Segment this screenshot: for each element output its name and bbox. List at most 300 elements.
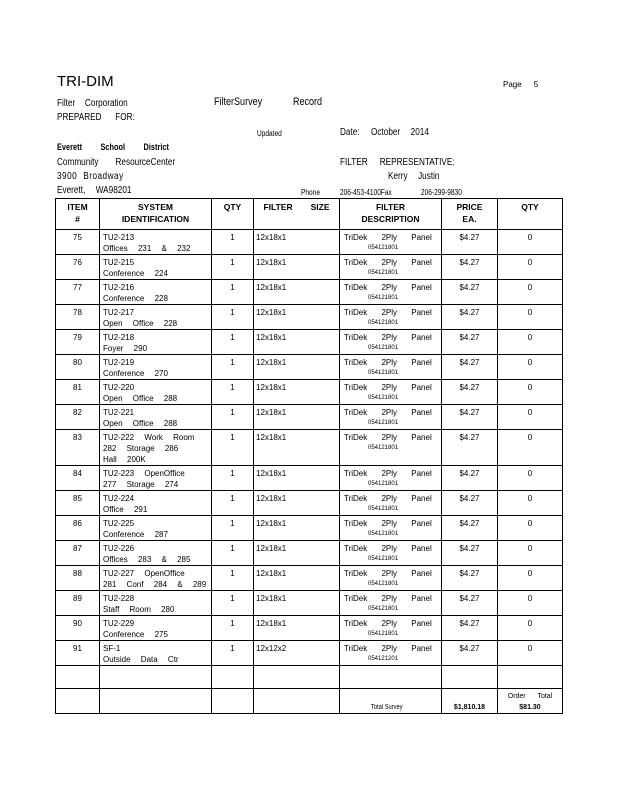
order-qty: 0 — [527, 333, 533, 342]
qty-value: 1 — [230, 258, 235, 267]
filter-size-cell — [254, 591, 340, 616]
filter-size: 12x18x1 — [256, 308, 287, 317]
item-number-cell — [56, 355, 100, 380]
qty-cell — [212, 641, 254, 666]
company-name: TRI-DIM — [57, 73, 114, 90]
qty-value: 1 — [230, 333, 235, 342]
order-qty: 0 — [527, 383, 533, 392]
filter-size: 12x18x1 — [256, 619, 287, 628]
system-id-line: TU2-228 — [103, 594, 135, 603]
filter-description-cell — [340, 566, 442, 591]
filter-description: TriDek 2Ply Panel — [344, 283, 432, 292]
system-id-line: Staff Room 280 — [103, 605, 175, 614]
qty-cell — [212, 230, 254, 255]
filter-description-cell — [340, 516, 442, 541]
filter-description: TriDek 2Ply Panel — [344, 258, 432, 267]
part-number: 054121801 — [368, 345, 399, 351]
filter-description: TriDek 2Ply Panel — [344, 469, 432, 478]
filter-description-cell — [340, 491, 442, 516]
table-row-blank — [56, 666, 563, 689]
filter-size-cell — [254, 380, 340, 405]
system-id-line: 277 Storage 274 — [103, 480, 179, 489]
price-each: $4.27 — [459, 408, 480, 417]
table-header-row — [56, 199, 563, 230]
qty-cell — [212, 491, 254, 516]
order-qty-cell — [498, 566, 563, 591]
order-qty-cell — [498, 280, 563, 305]
price-cell — [442, 305, 498, 330]
part-number: 054121801 — [368, 445, 399, 451]
item-number: 76 — [73, 258, 82, 267]
order-qty: 0 — [527, 469, 533, 478]
filter-description: TriDek 2Ply Panel — [344, 519, 432, 528]
order-qty: 0 — [527, 644, 533, 653]
item-number: 80 — [73, 358, 82, 367]
document-title-record: Record — [293, 96, 323, 108]
system-id-line: TU2-216 — [103, 283, 135, 292]
item-number: 91 — [73, 644, 82, 653]
column-header-price: PRICE EA. — [442, 199, 498, 230]
system-id-line: Conference 224 — [103, 269, 168, 278]
system-id-line: Hall 200K — [103, 455, 146, 464]
price-cell — [442, 405, 498, 430]
system-id-cell — [100, 355, 212, 380]
filter-description: TriDek 2Ply Panel — [344, 383, 432, 392]
total-survey-label: Total Survey — [371, 704, 403, 711]
rep-name: Kerry Justin — [388, 171, 440, 182]
filter-size: 12x12x2 — [256, 644, 287, 653]
item-number-cell — [56, 616, 100, 641]
item-number-cell — [56, 491, 100, 516]
part-number: 054121801 — [368, 556, 399, 562]
system-id-line: Office 291 — [103, 505, 148, 514]
filter-description-cell — [340, 305, 442, 330]
price-each: $4.27 — [459, 333, 480, 342]
filter-description-cell — [340, 355, 442, 380]
column-header-qty: QTY — [212, 199, 254, 230]
order-qty: 0 — [527, 594, 533, 603]
order-qty-cell — [498, 230, 563, 255]
price-each: $4.27 — [459, 619, 480, 628]
system-id-line: Open Office 228 — [103, 319, 178, 328]
order-qty-cell — [498, 330, 563, 355]
filter-size-cell — [254, 516, 340, 541]
system-id-line: Open Office 288 — [103, 419, 178, 428]
item-number: 88 — [73, 569, 82, 578]
order-qty: 0 — [527, 233, 533, 242]
filter-description-cell — [340, 330, 442, 355]
system-id-line: TU2-224 — [103, 494, 135, 503]
price-each: $4.27 — [459, 383, 480, 392]
system-id-line: TU2-221 — [103, 408, 135, 417]
filter-size: 12x18x1 — [256, 544, 287, 553]
filter-description: TriDek 2Ply Panel — [344, 594, 432, 603]
system-id-line: Open Office 288 — [103, 394, 178, 403]
filter-description: TriDek 2Ply Panel — [344, 544, 432, 553]
system-id-cell — [100, 616, 212, 641]
filter-size: 12x18x1 — [256, 494, 287, 503]
filter-size: 12x18x1 — [256, 233, 287, 242]
item-number: 75 — [73, 233, 82, 242]
filter-description-cell — [340, 466, 442, 491]
price-cell — [442, 430, 498, 466]
client-building: Community ResourceCenter — [57, 157, 176, 168]
filter-description-cell — [340, 255, 442, 280]
column-header-filter-size: FILTER SIZE — [254, 199, 340, 230]
qty-cell — [212, 516, 254, 541]
item-number: 84 — [73, 469, 82, 478]
filter-description-cell — [340, 280, 442, 305]
order-total-label: Order Total — [507, 693, 553, 700]
item-number: 83 — [73, 433, 82, 442]
system-id-line: SF-1 — [103, 644, 121, 653]
qty-value: 1 — [230, 383, 235, 392]
system-id-cell — [100, 280, 212, 305]
table-row — [56, 380, 563, 405]
filter-description-cell — [340, 380, 442, 405]
order-qty: 0 — [527, 358, 533, 367]
filter-description-cell — [340, 541, 442, 566]
qty-value: 1 — [230, 519, 235, 528]
system-id-line: TU2-226 — [103, 544, 135, 553]
system-id-line: TU2-218 — [103, 333, 135, 342]
filter-size-cell — [254, 641, 340, 666]
qty-cell — [212, 541, 254, 566]
qty-cell — [212, 566, 254, 591]
system-id-line: TU2-229 — [103, 619, 135, 628]
total-survey-value: $1,810.18 — [453, 704, 486, 711]
qty-value: 1 — [230, 569, 235, 578]
system-id-cell — [100, 641, 212, 666]
table-row — [56, 541, 563, 566]
system-id-line: TU2-225 — [103, 519, 135, 528]
system-id-line: Offices 283 & 285 — [103, 555, 191, 564]
table-row — [56, 255, 563, 280]
item-number-cell — [56, 541, 100, 566]
order-qty-cell — [498, 616, 563, 641]
filter-description: TriDek 2Ply Panel — [344, 569, 432, 578]
item-number-cell — [56, 380, 100, 405]
phone-value: 206-453-4100Fax — [340, 188, 392, 197]
filter-size-cell — [254, 330, 340, 355]
filter-description-cell — [340, 230, 442, 255]
qty-cell — [212, 305, 254, 330]
filter-description: TriDek 2Ply Panel — [344, 644, 432, 653]
filter-size: 12x18x1 — [256, 283, 287, 292]
fax-value: 206-299-9830 — [421, 188, 462, 197]
price-cell — [442, 466, 498, 491]
part-number: 054121201 — [368, 656, 399, 662]
document-title: FilterSurvey — [214, 96, 263, 108]
order-qty-cell — [498, 641, 563, 666]
item-number-cell — [56, 405, 100, 430]
table-row — [56, 280, 563, 305]
item-number: 82 — [73, 408, 82, 417]
filter-size-cell — [254, 466, 340, 491]
column-header-qty-order: QTY — [498, 199, 563, 230]
system-id-cell — [100, 591, 212, 616]
filter-size: 12x18x1 — [256, 469, 287, 478]
qty-value: 1 — [230, 233, 235, 242]
client-district: Everett School District — [57, 142, 169, 152]
order-qty-cell — [498, 255, 563, 280]
company-subtitle: Filter Corporation — [57, 98, 128, 109]
filter-size: 12x18x1 — [256, 594, 287, 603]
system-id-line: TU2-219 — [103, 358, 135, 367]
system-id-line: Conference 287 — [103, 530, 168, 539]
item-number: 87 — [73, 544, 82, 553]
part-number: 054121801 — [368, 270, 399, 276]
part-number: 054121801 — [368, 631, 399, 637]
price-each: $4.27 — [459, 594, 480, 603]
item-number-cell — [56, 305, 100, 330]
price-each: $4.27 — [459, 544, 480, 553]
price-cell — [442, 616, 498, 641]
item-number: 89 — [73, 594, 82, 603]
price-each: $4.27 — [459, 494, 480, 503]
item-number: 90 — [73, 619, 82, 628]
order-qty-cell — [498, 355, 563, 380]
table-row — [56, 330, 563, 355]
filter-size: 12x18x1 — [256, 408, 287, 417]
qty-value: 1 — [230, 594, 235, 603]
filter-size-cell — [254, 430, 340, 466]
table-row — [56, 516, 563, 541]
table-row — [56, 305, 563, 330]
price-cell — [442, 230, 498, 255]
qty-value: 1 — [230, 544, 235, 553]
system-id-line: Conference 228 — [103, 294, 168, 303]
table-row — [56, 355, 563, 380]
part-number: 054121801 — [368, 395, 399, 401]
table-row — [56, 491, 563, 516]
part-number: 054121801 — [368, 581, 399, 587]
price-cell — [442, 380, 498, 405]
price-cell — [442, 491, 498, 516]
qty-value: 1 — [230, 408, 235, 417]
qty-value: 1 — [230, 358, 235, 367]
part-number: 054121801 — [368, 606, 399, 612]
price-cell — [442, 280, 498, 305]
order-qty: 0 — [527, 569, 533, 578]
system-id-cell — [100, 230, 212, 255]
price-cell — [442, 330, 498, 355]
qty-cell — [212, 380, 254, 405]
part-number: 054121801 — [368, 295, 399, 301]
filter-size: 12x18x1 — [256, 358, 287, 367]
order-qty-cell — [498, 591, 563, 616]
filter-size-cell — [254, 405, 340, 430]
filter-size: 12x18x1 — [256, 258, 287, 267]
qty-value: 1 — [230, 469, 235, 478]
table-row-total — [56, 689, 563, 714]
prepared-for-label: PREPARED FOR: — [57, 112, 135, 123]
filter-description: TriDek 2Ply Panel — [344, 333, 432, 342]
price-each: $4.27 — [459, 258, 480, 267]
filter-description-cell — [340, 616, 442, 641]
filter-size-cell — [254, 616, 340, 641]
filter-survey-table — [55, 198, 563, 714]
part-number: 054121801 — [368, 481, 399, 487]
filter-size-cell — [254, 305, 340, 330]
order-qty-cell — [498, 305, 563, 330]
table-body — [56, 230, 563, 666]
system-id-cell — [100, 380, 212, 405]
item-number-cell — [56, 516, 100, 541]
order-qty: 0 — [527, 494, 533, 503]
system-id-cell — [100, 491, 212, 516]
system-id-line: TU2-222 Work Room — [103, 433, 195, 442]
page-label-text: Page — [503, 80, 522, 89]
system-id-line: TU2-215 — [103, 258, 135, 267]
item-number-cell — [56, 255, 100, 280]
qty-cell — [212, 355, 254, 380]
item-number-cell — [56, 591, 100, 616]
system-id-line: TU2-227 OpenOffice — [103, 569, 185, 578]
item-number-cell — [56, 466, 100, 491]
client-street: 3900 Broadway — [57, 171, 124, 182]
filter-description-cell — [340, 591, 442, 616]
qty-value: 1 — [230, 619, 235, 628]
page-number: 5 — [533, 80, 539, 89]
filter-size: 12x18x1 — [256, 569, 287, 578]
system-id-line: Offices 231 & 232 — [103, 244, 191, 253]
qty-cell — [212, 591, 254, 616]
part-number: 054121801 — [368, 245, 399, 251]
price-cell — [442, 255, 498, 280]
system-id-line: Foyer 290 — [103, 344, 148, 353]
item-number-cell — [56, 230, 100, 255]
table-row — [56, 566, 563, 591]
price-cell — [442, 591, 498, 616]
item-number-cell — [56, 280, 100, 305]
page-label — [503, 80, 538, 89]
system-id-cell — [100, 255, 212, 280]
price-each: $4.27 — [459, 644, 480, 653]
table-row — [56, 430, 563, 466]
order-qty-cell — [498, 541, 563, 566]
system-id-cell — [100, 516, 212, 541]
qty-cell — [212, 330, 254, 355]
order-qty: 0 — [527, 308, 533, 317]
price-each: $4.27 — [459, 433, 480, 442]
filter-size: 12x18x1 — [256, 519, 287, 528]
item-number: 77 — [73, 283, 82, 292]
filter-size-cell — [254, 230, 340, 255]
item-number: 81 — [73, 383, 82, 392]
date-value: October 2014 — [371, 127, 429, 138]
price-each: $4.27 — [459, 569, 480, 578]
filter-size-cell — [254, 541, 340, 566]
item-number: 78 — [73, 308, 82, 317]
filter-size-cell — [254, 566, 340, 591]
filter-description: TriDek 2Ply Panel — [344, 433, 432, 442]
filter-size-cell — [254, 255, 340, 280]
order-qty: 0 — [527, 258, 533, 267]
price-cell — [442, 355, 498, 380]
order-qty-cell — [498, 516, 563, 541]
filter-description: TriDek 2Ply Panel — [344, 408, 432, 417]
filter-size: 12x18x1 — [256, 383, 287, 392]
column-header-description: FILTER DESCRIPTION — [340, 199, 442, 230]
price-cell — [442, 566, 498, 591]
item-number-cell — [56, 430, 100, 466]
system-id-line: 281 Conf 284 & 289 — [103, 580, 207, 589]
part-number: 054121801 — [368, 506, 399, 512]
column-header-system: SYSTEM IDENTIFICATION — [100, 199, 212, 230]
price-cell — [442, 516, 498, 541]
price-each: $4.27 — [459, 519, 480, 528]
system-id-cell — [100, 305, 212, 330]
order-qty-cell — [498, 430, 563, 466]
order-qty-cell — [498, 491, 563, 516]
part-number: 054121801 — [368, 531, 399, 537]
system-id-line: TU2-220 — [103, 383, 135, 392]
table-row — [56, 466, 563, 491]
system-id-cell — [100, 405, 212, 430]
system-id-line: TU2-213 — [103, 233, 135, 242]
filter-description-cell — [340, 405, 442, 430]
table-row — [56, 230, 563, 255]
filter-description: TriDek 2Ply Panel — [344, 358, 432, 367]
order-qty: 0 — [527, 519, 533, 528]
qty-cell — [212, 430, 254, 466]
system-id-cell — [100, 330, 212, 355]
system-id-line: Conference 275 — [103, 630, 168, 639]
filter-size: 12x18x1 — [256, 433, 287, 442]
qty-cell — [212, 405, 254, 430]
system-id-cell — [100, 566, 212, 591]
system-id-line: TU2-223 OpenOffice — [103, 469, 185, 478]
table-row — [56, 616, 563, 641]
order-total-value: $81.30 — [519, 704, 541, 711]
order-qty: 0 — [527, 283, 533, 292]
order-qty: 0 — [527, 544, 533, 553]
item-number-cell — [56, 330, 100, 355]
order-qty: 0 — [527, 408, 533, 417]
table-row — [56, 591, 563, 616]
system-id-line: Outside Data Ctr — [103, 655, 179, 664]
system-id-cell — [100, 466, 212, 491]
qty-cell — [212, 255, 254, 280]
table-row — [56, 641, 563, 666]
item-number-cell — [56, 566, 100, 591]
rep-label: FILTER REPRESENTATIVE: — [340, 157, 455, 168]
qty-value: 1 — [230, 433, 235, 442]
system-id-line: 282 Storage 286 — [103, 444, 179, 453]
filter-description: TriDek 2Ply Panel — [344, 619, 432, 628]
date-label: Date: — [340, 127, 360, 138]
price-each: $4.27 — [459, 358, 480, 367]
price-cell — [442, 541, 498, 566]
filter-size-cell — [254, 280, 340, 305]
price-each: $4.27 — [459, 469, 480, 478]
order-qty-cell — [498, 405, 563, 430]
filter-description: TriDek 2Ply Panel — [344, 494, 432, 503]
qty-cell — [212, 466, 254, 491]
price-cell — [442, 641, 498, 666]
system-id-cell — [100, 541, 212, 566]
order-qty-cell — [498, 380, 563, 405]
system-id-cell — [100, 430, 212, 466]
client-city: Everett, WA98201 — [57, 185, 132, 196]
price-each: $4.27 — [459, 233, 480, 242]
qty-value: 1 — [230, 494, 235, 503]
filter-size: 12x18x1 — [256, 333, 287, 342]
qty-cell — [212, 280, 254, 305]
qty-value: 1 — [230, 644, 235, 653]
order-qty: 0 — [527, 619, 533, 628]
